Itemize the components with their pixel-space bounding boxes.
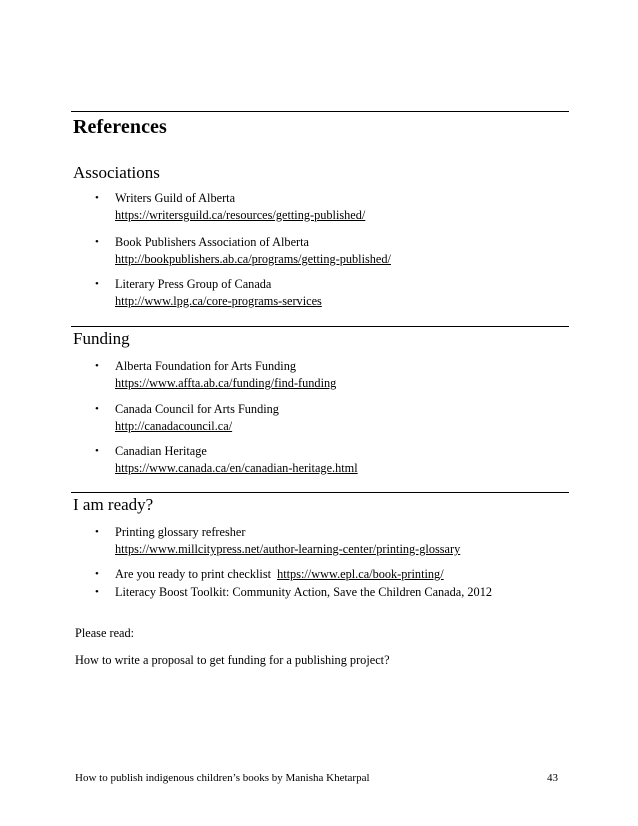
bullet-icon: • (95, 192, 99, 204)
item-link[interactable]: http://canadacouncil.ca/ (115, 419, 233, 433)
funding-rule (71, 326, 569, 327)
bullet-icon: • (95, 445, 99, 457)
bullet-icon: • (95, 360, 99, 372)
item-link[interactable]: http://www.lpg.ca/core-programs-services (115, 294, 322, 308)
footer-title: How to publish indigenous children’s books by Manisha Khetarpal (75, 772, 370, 784)
proposal-text: How to write a proposal to get funding for a publishing project? (75, 653, 390, 667)
item-label: Alberta Foundation for Arts Funding (115, 359, 297, 373)
item-label: Writers Guild of Alberta (115, 191, 236, 205)
bullet-icon: • (95, 236, 99, 248)
item-label: Canada Council for Arts Funding (115, 402, 279, 416)
item-label: Printing glossary refresher (115, 525, 246, 539)
ready-heading: I am ready? (73, 495, 154, 514)
item-link[interactable]: https://www.affta.ab.ca/funding/find-funding (115, 376, 337, 390)
references-title: References (73, 116, 167, 138)
top-rule (71, 111, 569, 112)
associations-heading: Associations (73, 163, 160, 182)
please-read-label: Please read: (75, 626, 135, 640)
item-label: Canadian Heritage (115, 444, 207, 458)
item-label: Literacy Boost Toolkit: Community Action, Save the Children Canada, 2012 (115, 585, 492, 599)
item-link[interactable]: https://www.millcitypress.net/author-learning-center/printing-glossary (115, 542, 461, 556)
bullet-icon: • (95, 278, 99, 290)
ready-rule (71, 492, 569, 493)
item-link[interactable]: https://writersguild.ca/resources/getting-published/ (115, 208, 366, 222)
bullet-icon: • (95, 403, 99, 415)
item-link[interactable]: https://www.canada.ca/en/canadian-heritage.html (115, 461, 358, 475)
bullet-icon: • (95, 586, 99, 598)
item-label: Are you ready to print checklist (115, 567, 272, 581)
item-label: Book Publishers Association of Alberta (115, 235, 310, 249)
item-link[interactable]: https://www.epl.ca/book-printing/ (277, 567, 444, 581)
page-number: 43 (547, 772, 558, 784)
item-link[interactable]: http://bookpublishers.ab.ca/programs/getting-published/ (115, 252, 391, 266)
item-label: Literary Press Group of Canada (115, 277, 272, 291)
funding-heading: Funding (73, 329, 130, 348)
bullet-icon: • (95, 568, 99, 580)
bullet-icon: • (95, 526, 99, 538)
